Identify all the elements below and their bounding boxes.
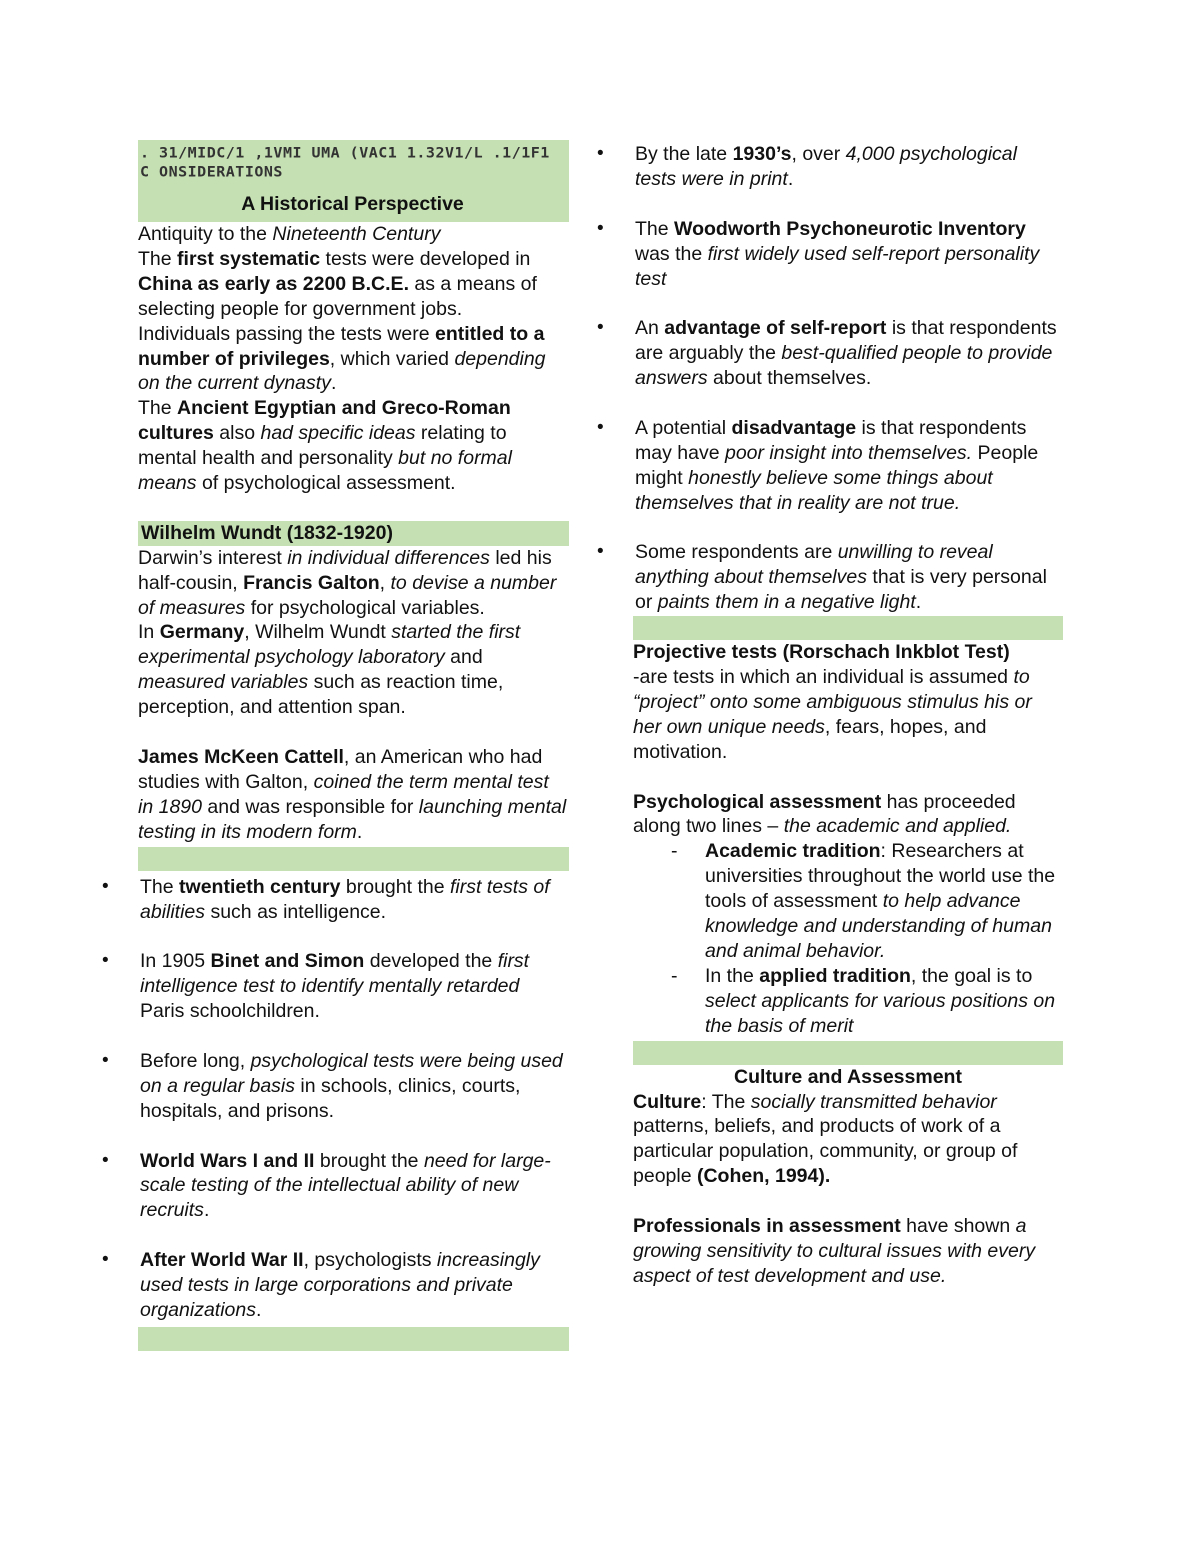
- section-divider-band: [138, 1327, 569, 1351]
- left-column: [138, 140, 569, 1351]
- list-item: - Academic tradition: Researchers at universities throughout the world use the tools of assessment to help advance knowledge and understanding of human and animal behavior.: [705, 839, 1063, 964]
- list-item: • A potential disadvantage is that respondents may have poor insight into themselves. People might honestly believe some things about themselves that in reality are not true.: [633, 416, 1063, 516]
- section-divider-band: [633, 1041, 1063, 1065]
- tradition-dash-list: [633, 839, 1063, 1038]
- section-divider-band: [138, 847, 569, 871]
- paragraph-assessment-lines: Psychological assessment has proceeded along two lines – the academic and applied.: [633, 790, 1016, 838]
- section-header-garbled: . 31/MIDC/1 ,1VMI UMA (VAC1 1.32V1/L .1/1F1 C ONSIDERATIONS: [140, 143, 550, 181]
- wundt-title-band: [138, 521, 569, 546]
- paragraph-cattell: James McKeen Cattell, an American who had studies with Galton, coined the term mental test in 1890 and was responsible for launching mental testing in its modern form.: [138, 746, 567, 843]
- list-item: • In 1905 Binet and Simon developed the first intelligence test to identify mentally retarded Paris schoolchildren.: [138, 949, 569, 1024]
- list-item: • The Woodworth Psychoneurotic Inventory was the first widely used self-report personality test: [633, 217, 1063, 292]
- list-item: • World Wars I and II brought the need for large-scale testing of the intellectual ability of new recruits.: [138, 1149, 569, 1224]
- projective-title: Projective tests (Rorschach Inkblot Test): [633, 641, 1010, 664]
- list-item: • The twentieth century brought the first tests of abilities such as intelligence.: [138, 875, 569, 925]
- list-item: - In the applied tradition, the goal is to select applicants for various positions on the basis of merit: [705, 964, 1063, 1039]
- culture-assessment-title: Culture and Assessment: [734, 1065, 962, 1088]
- paragraph-wundt: In Germany, Wilhelm Wundt started the first experimental psychology laboratory and measured variables such as reaction time, perception, and attention span.: [138, 621, 521, 719]
- antiquity-line: Antiquity to the Nineteenth Century: [138, 223, 441, 245]
- list-item: • Before long, psychological tests were being used on a regular basis in schools, clinics, courts, hospitals, and prisons.: [138, 1049, 569, 1124]
- list-item: • Some respondents are unwilling to reveal anything about themselves that is very personal or paints them in a negative light.: [633, 540, 1063, 615]
- wundt-title: Wilhelm Wundt (1832-1920): [141, 521, 393, 544]
- list-item: • After World War II, psychologists increasingly used tests in large corporations and private organizations.: [138, 1248, 569, 1323]
- section-header-band: [138, 140, 569, 222]
- right-column: [633, 142, 1063, 1289]
- section-divider-band: [633, 616, 1063, 640]
- paragraph-galton: Darwin’s interest in individual differences led his half-cousin, Francis Galton, to devise a number of measures for psychological variables.: [138, 546, 557, 619]
- history-bullet-list: [138, 875, 569, 1323]
- historical-perspective-title: A Historical Perspective: [241, 193, 464, 215]
- paragraph-egyptian: The Ancient Egyptian and Greco-Roman cultures also had specific ideas relating to mental health and personality but no formal means of psychological assessment.: [138, 397, 512, 495]
- paragraph-china: The first systematic tests were developed in China as early as 2200 B.C.E. as a means of selecting people for government jobs.: [138, 247, 537, 320]
- testing-bullet-list: [633, 142, 1063, 615]
- paragraph-professionals: Professionals in assessment have shown a growing sensitivity to cultural issues with every aspect of test development and use.: [633, 1215, 1036, 1287]
- list-item: • An advantage of self-report is that respondents are arguably the best-qualified people to provide answers about themselves.: [633, 316, 1063, 391]
- paragraph-projective: -are tests in which an individual is assumed to “project” onto some ambiguous stimulus his or her own unique needs, fears, hopes, and motivation.: [633, 666, 1032, 763]
- paragraph-privileges: Individuals passing the tests were entitled to a number of privileges, which varied depending on the current dynasty.: [138, 322, 546, 395]
- paragraph-culture: Culture: The socially transmitted behavior patterns, beliefs, and products of work of a particular population, community, or group of people (Cohen, 1994).: [633, 1090, 1018, 1188]
- list-item: • By the late 1930’s, over 4,000 psychological tests were in print.: [633, 142, 1063, 192]
